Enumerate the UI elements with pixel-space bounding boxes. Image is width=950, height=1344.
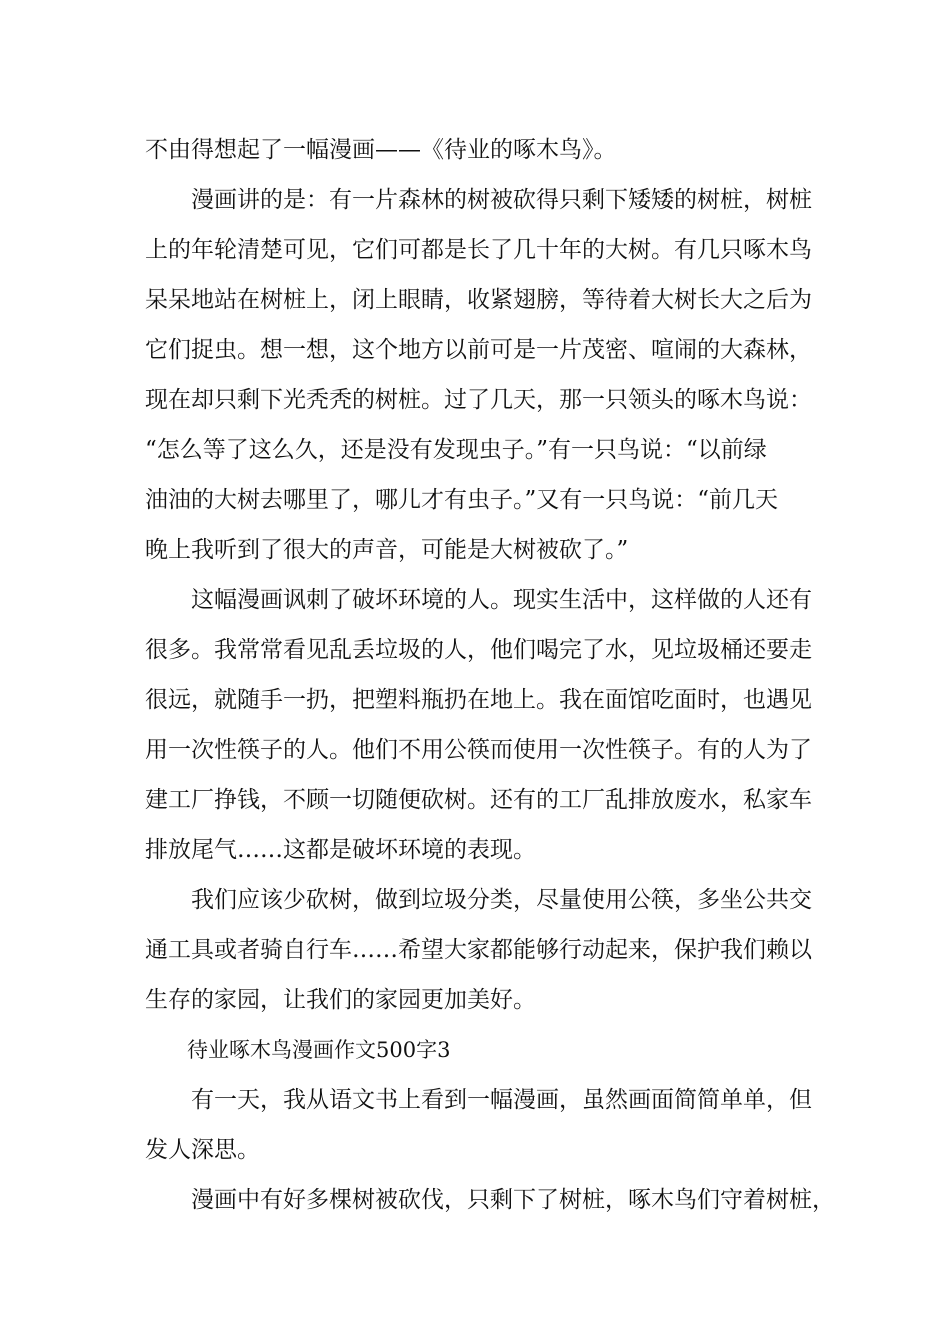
text-line: 排放尾气……这都是破坏环境的表现。 [145, 837, 536, 863]
text-line: 建工厂挣钱，不顾一切随便砍树。还有的工厂乱排放废水，私家车 [145, 787, 812, 813]
text-line: 油油的大树去哪里了，哪儿才有虫子。”又有一只鸟说：“前几天 [145, 487, 779, 513]
text-line: 呆呆地站在树桩上，闭上眼睛，收紧翅膀，等待着大树长大之后为 [145, 287, 812, 313]
text-line: 晚上我听到了很大的声音，可能是大树被砍了。” [145, 537, 629, 563]
text-line: 用一次性筷子的人。他们不用公筷而使用一次性筷子。有的人为了 [145, 737, 812, 763]
text-line: 不由得想起了一幅漫画——《待业的啄木鸟》。 [145, 137, 617, 163]
text-line: 很多。我常常看见乱丢垃圾的人，他们喝完了水，见垃圾桶还要走 [145, 637, 812, 663]
text-line: 我们应该少砍树，做到垃圾分类，尽量使用公筷，多坐公共交 [145, 887, 812, 913]
text-line: 上的年轮清楚可见，它们可都是长了几十年的大树。有几只啄木鸟 [145, 237, 812, 263]
text-line: 生存的家园，让我们的家园更加美好。 [145, 987, 536, 1013]
text-line: 很远，就随手一扔，把塑料瓶扔在地上。我在面馆吃面时，也遇见 [145, 687, 812, 713]
text-line: 漫画讲的是：有一片森林的树被砍得只剩下矮矮的树桩，树桩 [145, 187, 812, 213]
section-heading: 待业啄木鸟漫画作文500字3 [145, 1038, 451, 1062]
text-line: 发人深思。 [145, 1137, 260, 1163]
text-line: 它们捉虫。想一想，这个地方以前可是一片茂密、喧闹的大森林， [145, 337, 812, 363]
text-line: 通工具或者骑自行车……希望大家都能够行动起来，保护我们赖以 [145, 937, 812, 963]
text-line: 漫画中有好多棵树被砍伐，只剩下了树桩，啄木鸟们守着树桩， [145, 1187, 835, 1213]
text-line: 这幅漫画讽刺了破坏环境的人。现实生活中，这样做的人还有 [145, 587, 812, 613]
text-line: 现在却只剩下光秃秃的树桩。过了几天，那一只领头的啄木鸟说： [145, 387, 812, 413]
text-line: 有一天，我从语文书上看到一幅漫画，虽然画面简简单单，但 [145, 1087, 812, 1113]
text-line: “怎么等了这么久，还是没有发现虫子。”有一只鸟说：“以前绿 [145, 437, 767, 463]
